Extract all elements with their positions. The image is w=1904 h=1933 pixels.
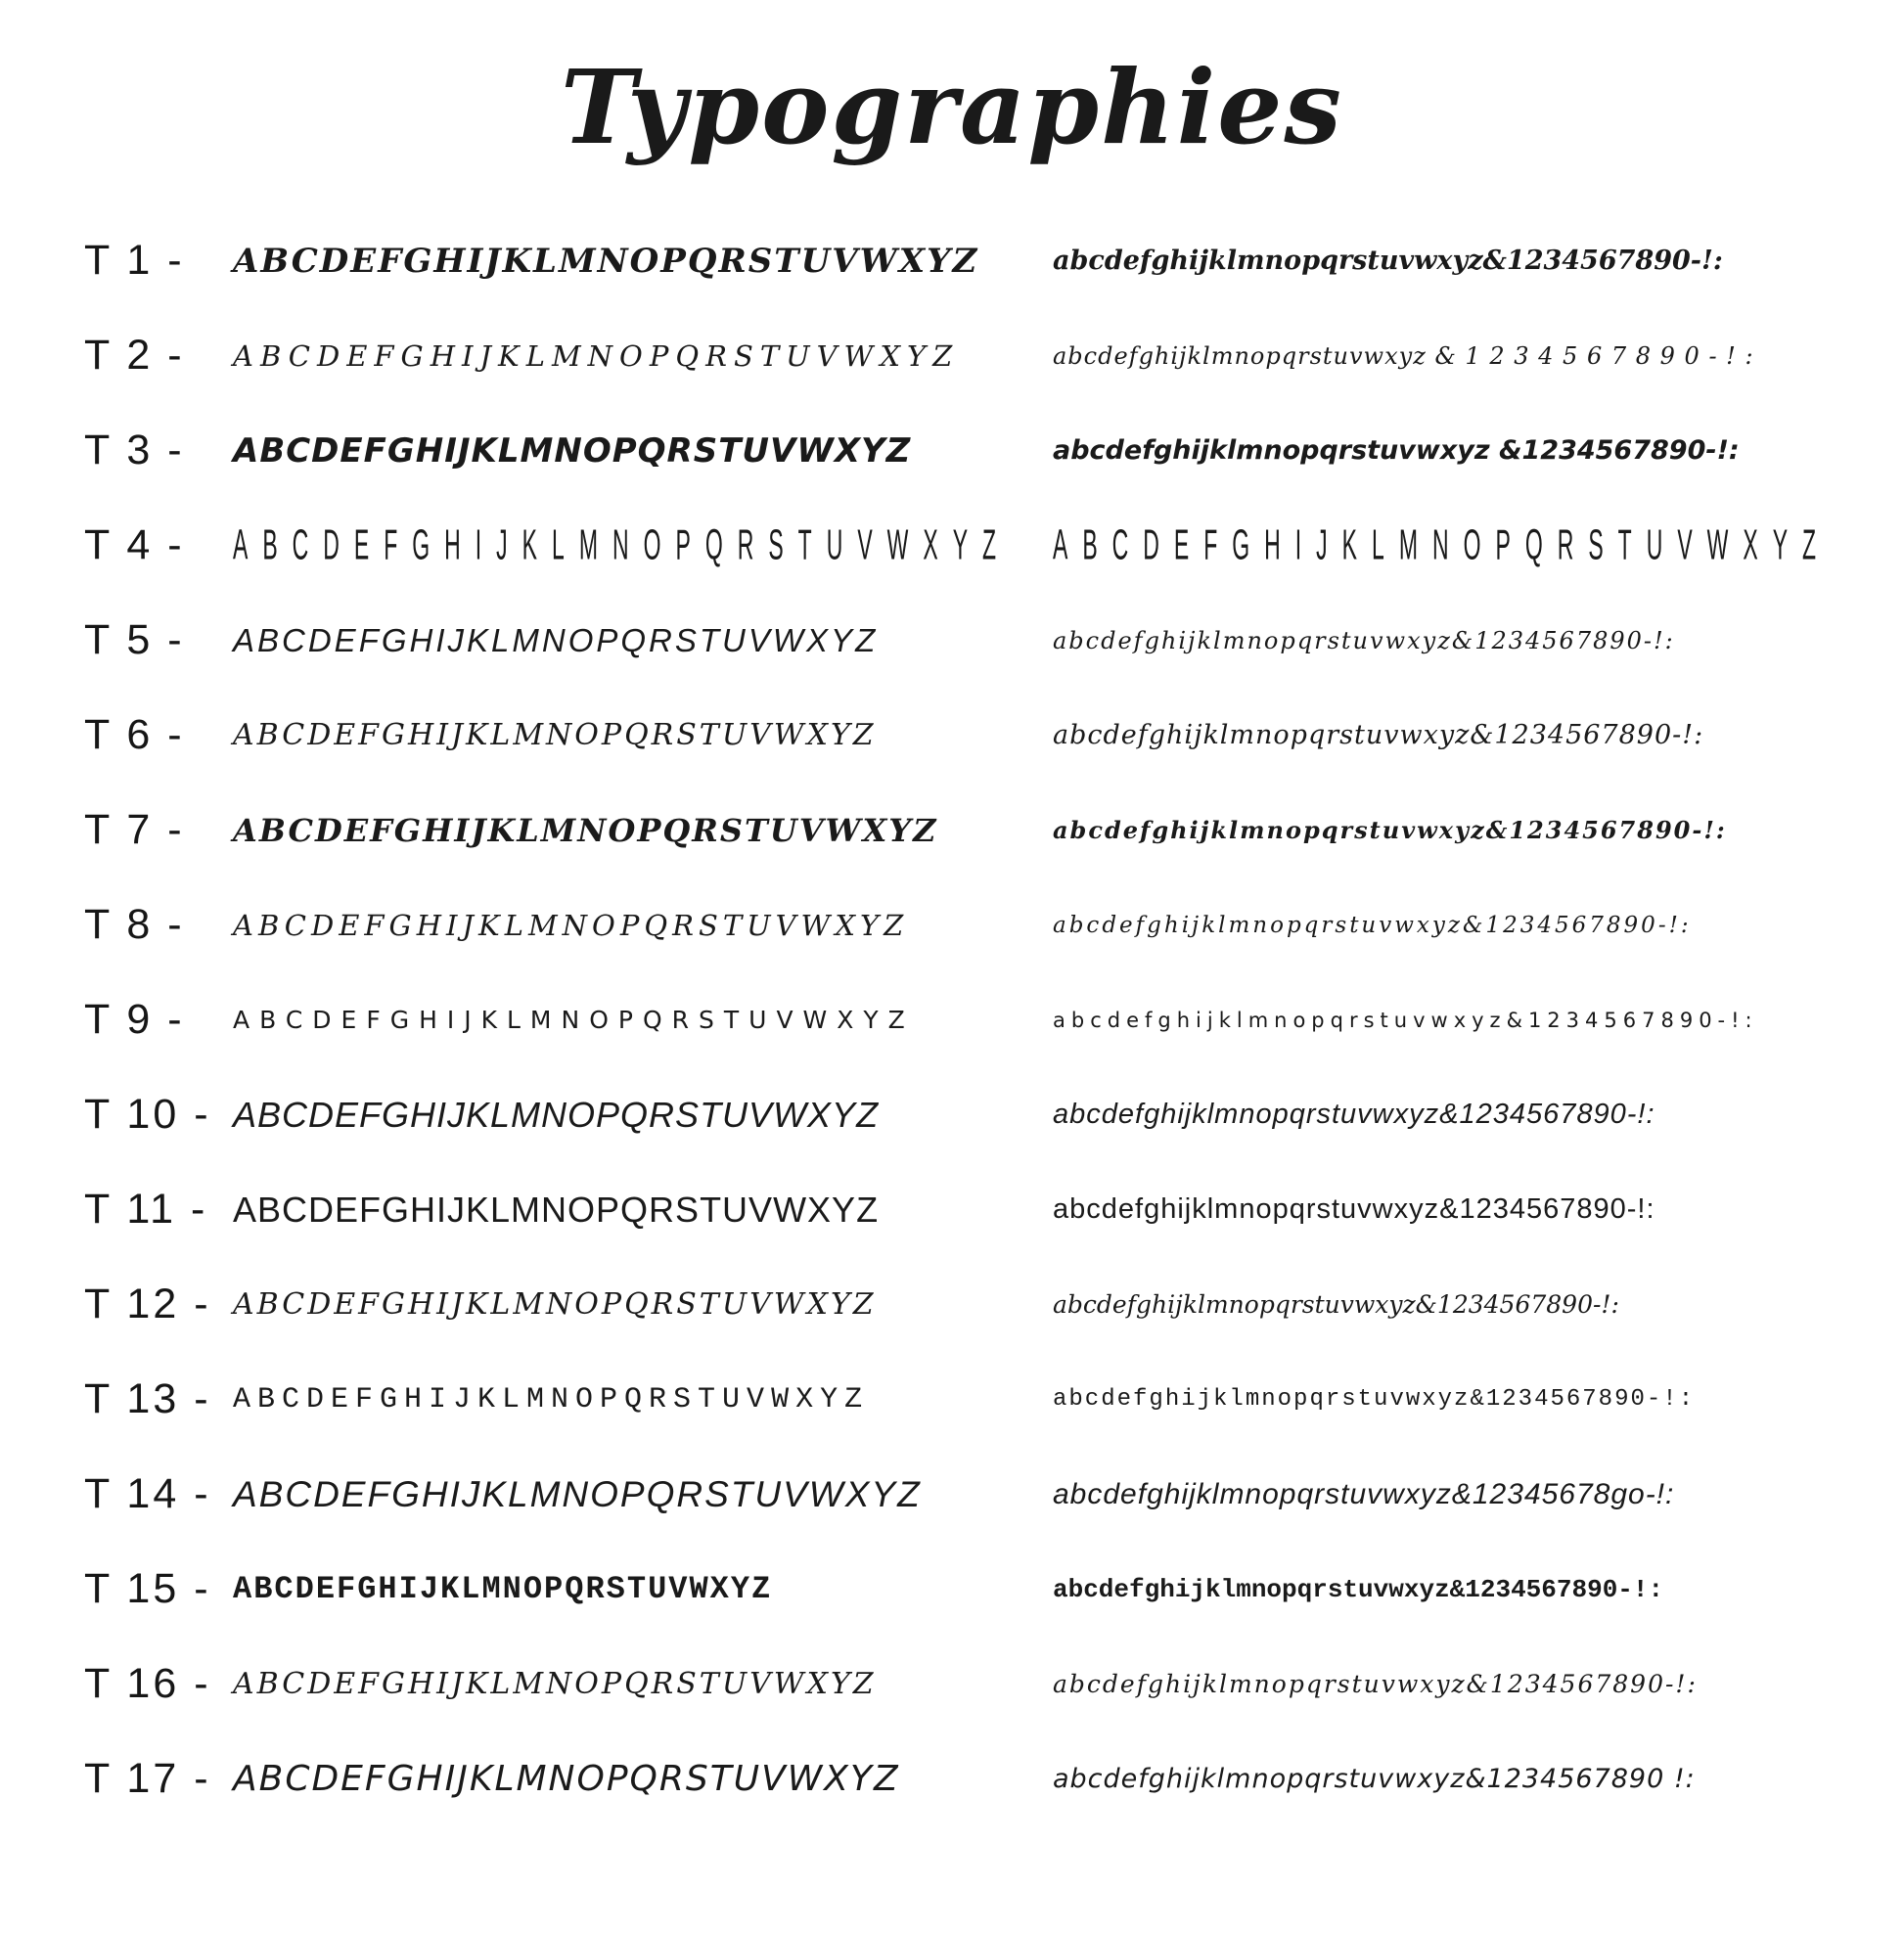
row-label: T 13 - bbox=[84, 1375, 211, 1422]
lowercase-specimen: abcdefghijklmnopqrstuvwxyz&12345678go-!: bbox=[1053, 1477, 1675, 1510]
lowercase-specimen: abcdefghijklmnopqrstuvwxyz&1234567890-!: bbox=[1053, 1193, 1655, 1225]
row-label: T 6 - bbox=[84, 711, 185, 758]
row-label: T 16 - bbox=[84, 1660, 211, 1707]
lowercase-specimen: abcdefghijklmnopqrstuvwxyz&1234567890-!: bbox=[1053, 1670, 1698, 1698]
row-label: T 8 - bbox=[84, 901, 185, 948]
lowercase-specimen: abcdefghijklmnopqrstuvwxyz&1234567890-!: bbox=[1053, 1574, 1664, 1604]
uppercase-specimen: ABCDEFGHIJKLMNOPQRSTUVWXYZ bbox=[233, 1473, 922, 1514]
page-title: Typographies bbox=[561, 47, 1343, 167]
typography-row bbox=[84, 593, 1884, 688]
uppercase-specimen: ABCDEFGHIJKLMNOPQRSTUVWXYZ bbox=[233, 519, 1012, 569]
typography-rows bbox=[84, 213, 1884, 1826]
uppercase-specimen: ABCDEFGHIJKLMNOPQRSTUVWXYZ bbox=[233, 908, 909, 942]
typography-row bbox=[84, 1067, 1884, 1162]
lowercase-specimen: abcdefghijklmnopqrstuvwxyz&1234567890-!: bbox=[1053, 246, 1723, 276]
lowercase-specimen: abcdefghijklmnopqrstuvwxyz&1234567890-!: bbox=[1053, 912, 1692, 938]
uppercase-specimen: ABCDEFGHIJKLMNOPQRSTUVWXYZ bbox=[233, 1006, 915, 1034]
lowercase-specimen: abcdefghijklmnopqrstuvwxyz&1234567890-!: bbox=[1053, 1008, 1758, 1032]
lowercase-specimen: abcdefghijklmnopqrstuvwxyz&1234567890-!: bbox=[1053, 1290, 1619, 1319]
lowercase-specimen: abcdefghijklmnopqrstuvwxyz&1234567890-!: bbox=[1053, 816, 1727, 844]
row-label: T 4 - bbox=[84, 521, 185, 568]
typography-row bbox=[84, 1447, 1884, 1542]
typography-row bbox=[84, 498, 1884, 593]
row-label: T 7 - bbox=[84, 806, 185, 853]
typography-row bbox=[84, 688, 1884, 783]
typography-row bbox=[84, 972, 1884, 1067]
uppercase-specimen: ABCDEFGHIJKLMNOPQRSTUVWXYZ bbox=[233, 1759, 900, 1799]
lowercase-specimen: abcdefghijklmnopqrstuvwxyz&1234567890-!: bbox=[1053, 1099, 1655, 1130]
row-label: T 10 - bbox=[84, 1091, 211, 1138]
row-label: T 12 - bbox=[84, 1281, 211, 1327]
lowercase-specimen: abcdefghijklmnopqrstuvwxyz &1234567890-!: bbox=[1053, 435, 1740, 466]
uppercase-specimen: ABCDEFGHIJKLMNOPQRSTUVWXYZ bbox=[233, 1382, 870, 1416]
typography-row bbox=[84, 213, 1884, 308]
typography-row bbox=[84, 1542, 1884, 1637]
lowercase-specimen: abcdefghijklmnopqrstuvwxyz&1234567890-!: bbox=[1053, 626, 1675, 654]
uppercase-specimen: ABCDEFGHIJKLMNOPQRSTUVWXYZ bbox=[233, 1667, 877, 1701]
row-label: T 3 - bbox=[84, 427, 185, 473]
typography-row bbox=[84, 1637, 1884, 1731]
uppercase-specimen: ABCDEFGHIJKLMNOPQRSTUVWXYZ bbox=[233, 1189, 880, 1230]
lowercase-specimen: ABCDEFGHIJKLMNOPQRSTUVWXYZ bbox=[1053, 519, 1832, 569]
typography-row bbox=[84, 403, 1884, 498]
uppercase-specimen: ABCDEFGHIJKLMNOPQRSTUVWXYZ bbox=[233, 1571, 773, 1607]
row-label: T 2 - bbox=[84, 332, 185, 379]
typography-row bbox=[84, 1352, 1884, 1447]
uppercase-specimen: ABCDEFGHIJKLMNOPQRSTUVWXYZ bbox=[233, 338, 960, 373]
row-label: T 5 - bbox=[84, 616, 185, 663]
uppercase-specimen: ABCDEFGHIJKLMNOPQRSTUVWXYZ bbox=[233, 811, 938, 849]
typography-row bbox=[84, 1162, 1884, 1257]
row-label: T 17 - bbox=[84, 1755, 211, 1802]
uppercase-specimen: ABCDEFGHIJKLMNOPQRSTUVWXYZ bbox=[233, 241, 979, 281]
row-label: T 1 - bbox=[84, 237, 185, 284]
typography-row bbox=[84, 1731, 1884, 1826]
typography-row bbox=[84, 1257, 1884, 1352]
uppercase-specimen: ABCDEFGHIJKLMNOPQRSTUVWXYZ bbox=[233, 1287, 877, 1322]
uppercase-specimen: ABCDEFGHIJKLMNOPQRSTUVWXYZ bbox=[233, 621, 879, 658]
typography-row bbox=[84, 877, 1884, 972]
row-label: T 14 - bbox=[84, 1470, 211, 1517]
lowercase-specimen: abcdefghijklmnopqrstuvwxyz & 1 2 3 4 5 6 7 8 9 0 - ! : bbox=[1053, 341, 1754, 370]
uppercase-specimen: ABCDEFGHIJKLMNOPQRSTUVWXYZ bbox=[233, 1094, 880, 1135]
uppercase-specimen: ABCDEFGHIJKLMNOPQRSTUVWXYZ bbox=[233, 718, 877, 752]
row-label: T 15 - bbox=[84, 1565, 211, 1612]
row-label: T 11 - bbox=[84, 1186, 208, 1233]
row-label: T 9 - bbox=[84, 996, 185, 1043]
typography-row bbox=[84, 308, 1884, 403]
lowercase-specimen: abcdefghijklmnopqrstuvwxyz&1234567890-!: bbox=[1053, 1386, 1696, 1413]
typography-row bbox=[84, 783, 1884, 877]
uppercase-specimen: ABCDEFGHIJKLMNOPQRSTUVWXYZ bbox=[233, 430, 912, 471]
lowercase-specimen: abcdefghijklmnopqrstuvwxyz&1234567890-!: bbox=[1053, 720, 1704, 750]
lowercase-specimen: abcdefghijklmnopqrstuvwxyz&1234567890 !: bbox=[1053, 1764, 1696, 1794]
